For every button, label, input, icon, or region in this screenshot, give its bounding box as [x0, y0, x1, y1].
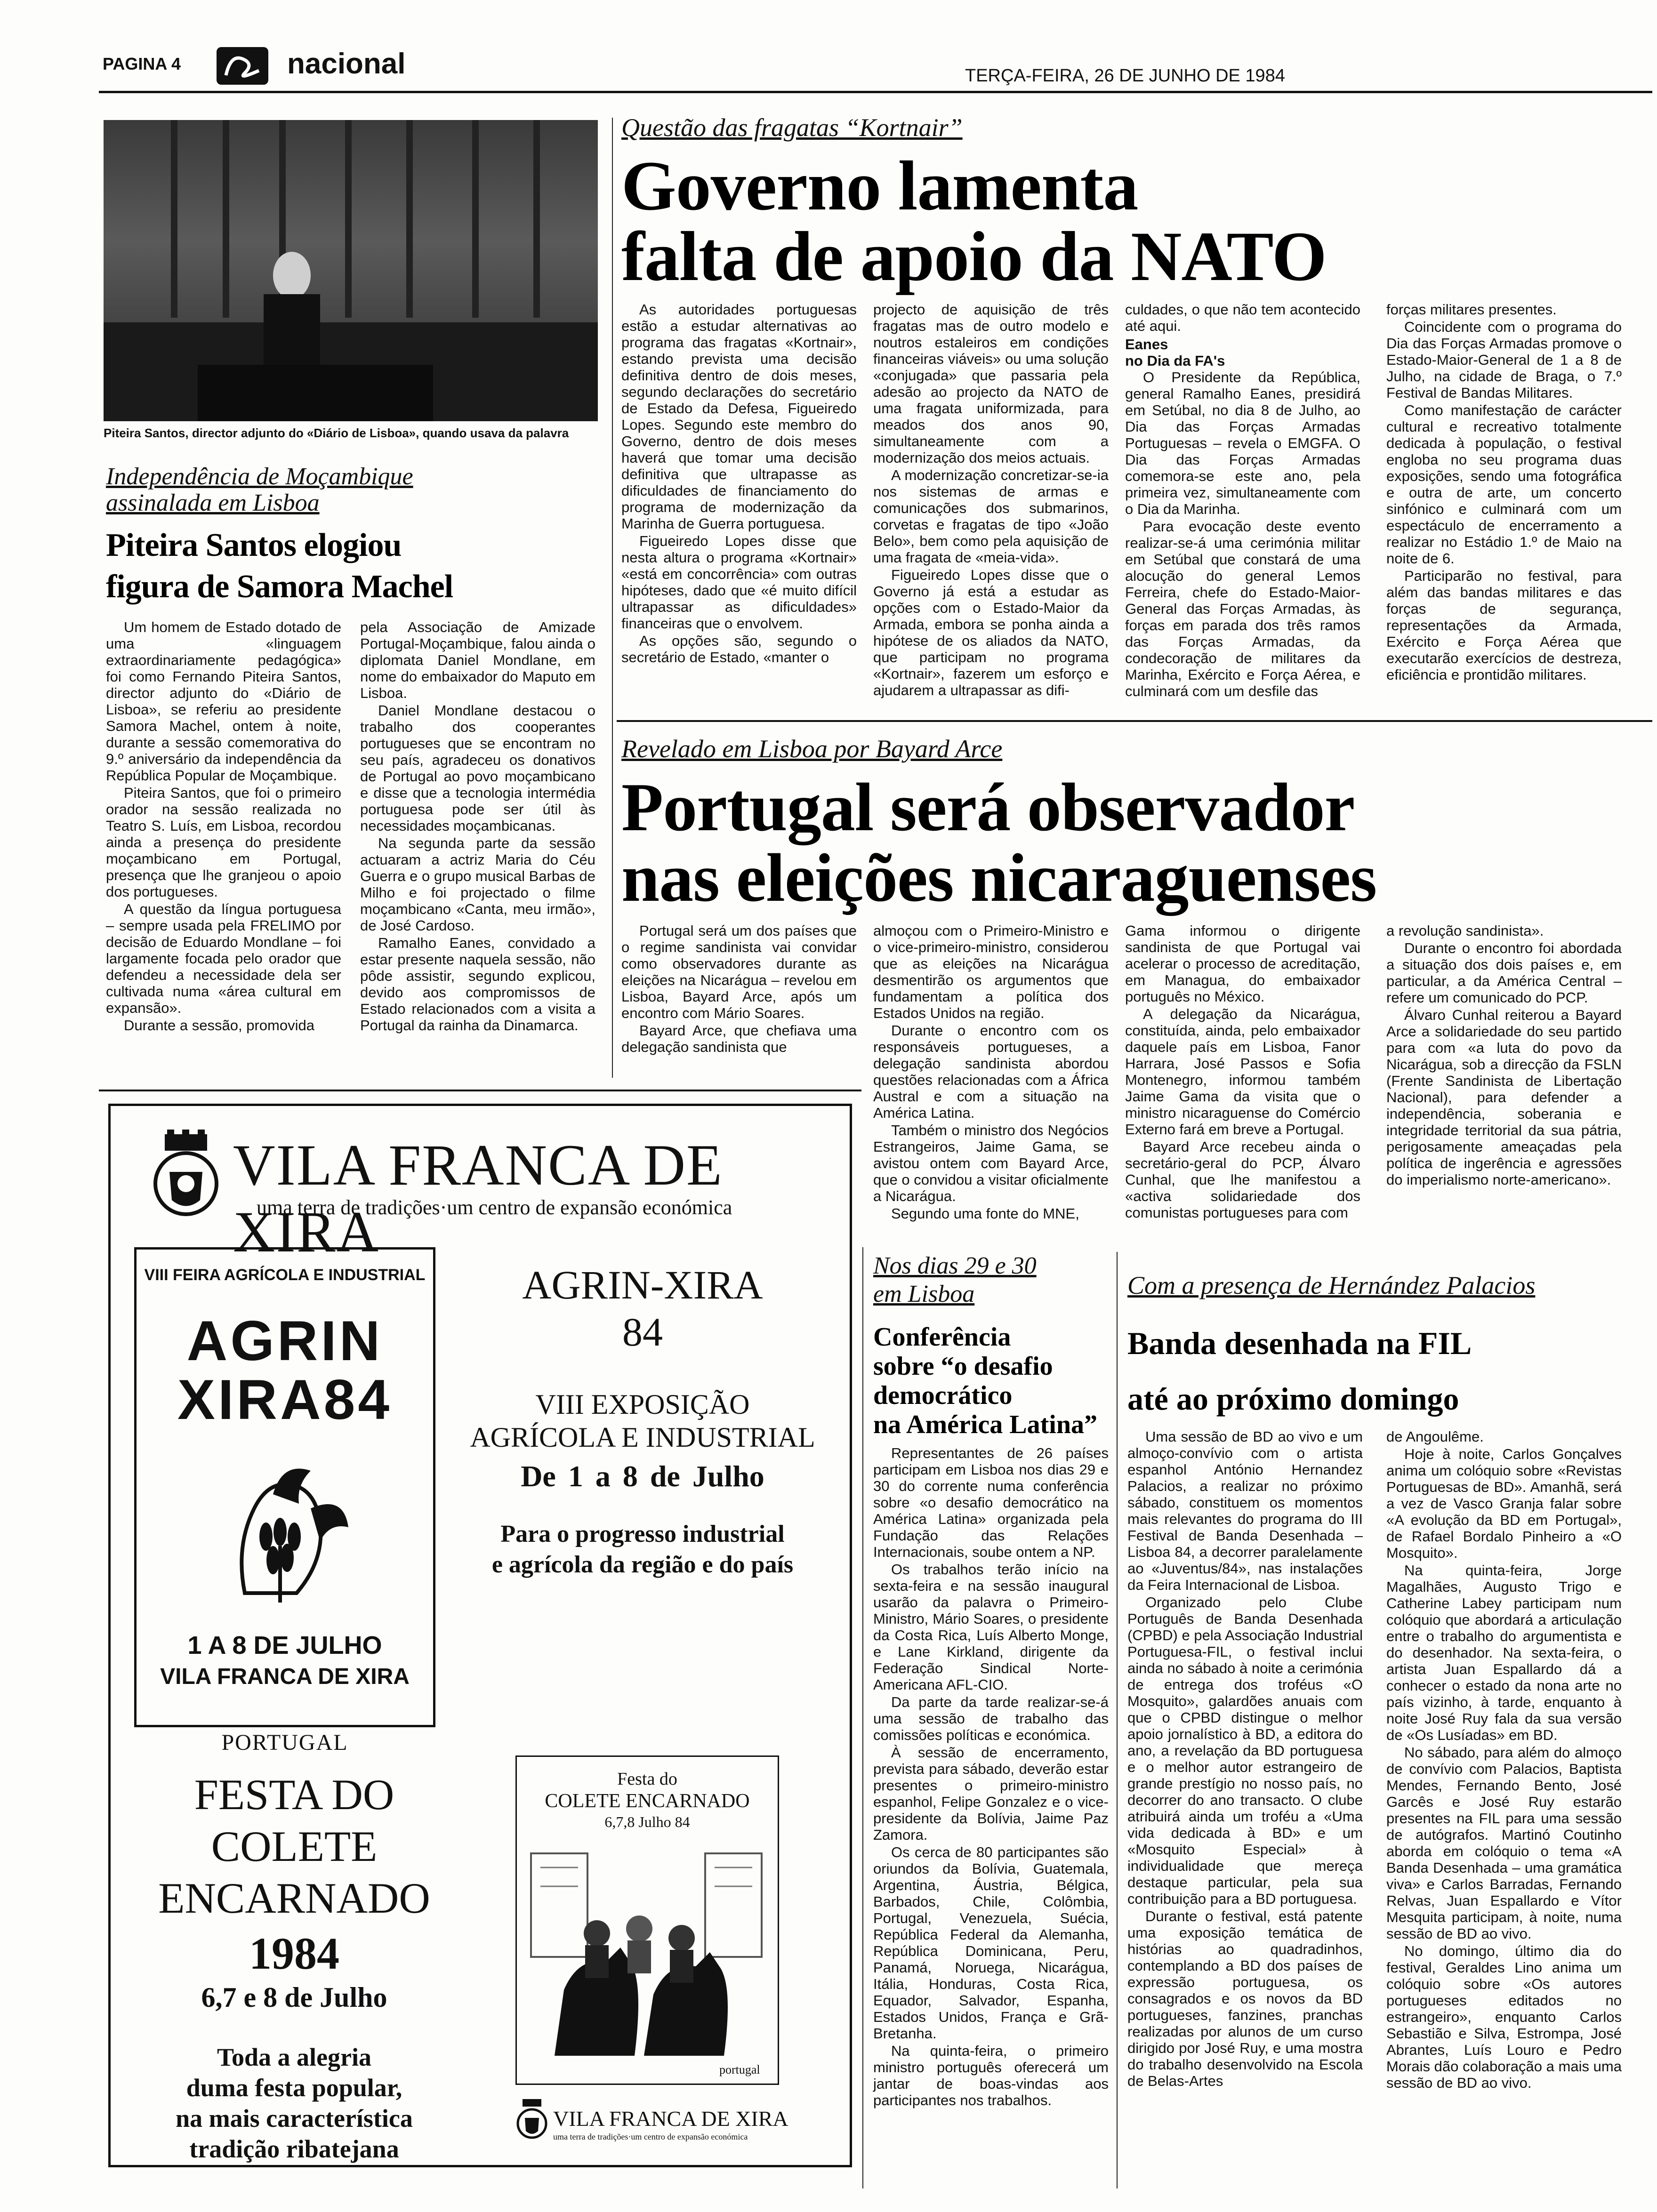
column-rule [612, 118, 613, 1078]
kicker-line: em Lisboa [873, 1281, 975, 1307]
advertisement [108, 1104, 852, 2167]
expo-line-2: AGRÍCOLA E INDUSTRIAL [470, 1422, 815, 1453]
piteira-col-2 [360, 619, 595, 1034]
agrinxira-poster [134, 1247, 435, 1727]
footer-crest-icon [515, 2099, 548, 2141]
issue-date: TERÇA-FEIRA, 26 DE JUNHO DE 1984 [965, 66, 1285, 86]
festa-dates: 6,7 e 8 de Julho [201, 1982, 387, 2013]
masthead-rule [99, 91, 1652, 93]
paragraph: Um homem de Estado dotado de uma «linguagem extraordinariamente pedagógica» foi como Fernando Piteira Santos, director adjunto do «Diário de Lisboa», se referiu ao presidente Samora Machel, ontem à noite, durante a sessão comemorativa do 9.º aniversário da independência da República Popular de Moçambique. [106, 619, 341, 784]
headline-nato [621, 147, 1648, 296]
paragraph: À sessão de encerramento, prevista para sábado, deverão estar presentes o primeiro-ministro espanhol, Felipe Gonzalez e o vice-presidente da Bolívia, Jaime Paz Zamora. [873, 1744, 1109, 1843]
ad-portugal: PORTUGAL [221, 1730, 348, 1755]
paragraph: Hoje à noite, Carlos Gonçalves anima um colóquio sobre «Revistas Portuguesas de BD». Amanhã, será a vez de Vasco Granja falar sobre «A evolução da BD em Portugal», de Rafael Bordalo Pinheiro a «O Mosquito». [1386, 1446, 1622, 1561]
festa-line-1: FESTA DO [194, 1771, 394, 1819]
headline-bd [1127, 1315, 1645, 1427]
poster-town: VILA FRANCA DE XIRA [160, 1664, 410, 1689]
headline-line: na América Latina” [873, 1410, 1097, 1439]
progress-line-1: Para o progresso industrial [500, 1521, 785, 1547]
paragraph: A modernização concretizar-se-ia nos sistemas de armas e comunicações dos submarinos, corvetas e fragatas de tipo «João Belo», bem como pela aquisição de uma fragata de «meia-vida». [873, 467, 1109, 566]
kicker-bd: Com a presença de Hernández Palacios [1127, 1271, 1536, 1299]
paragraph: Representantes de 26 países participam em Lisboa nos dias 29 e 30 do corrente numa conferência sobre «o desafio democrático na América Latina» organizada pela Fundação das Relações Internacionais, soube ontem a NP. [873, 1445, 1109, 1560]
paragraph: almoçou com o Primeiro-Ministro e o vice-primeiro-ministro, considerou que as eleições na Nicarágua desmentirão os argumentos que fundamentam a política dos Estados Unidos na região. [873, 922, 1109, 1021]
paragraph: Na quinta-feira, Jorge Magalhães, Augusto Trigo e Catherine Labey participam num colóquio que abordará a articulação entre o trabalho do argumentista e do desenhador. Na sexta-feira, o artista Juan Espallardo dá a conhecer o estado da nona arte no país vizinho, à tarde, enquanto à noite José Ruy fala da sua versão de «Os Lusíadas» em BD. [1386, 1562, 1622, 1743]
paragraph: Durante o encontro foi abordada a situação dos dois países e, em particular, a da América Central – refere um comunicado do PCP. [1386, 940, 1622, 1006]
town-crest-icon [148, 1130, 224, 1224]
paragraph: As opções são, segundo o secretário de Estado, «manter o [621, 633, 857, 665]
paragraph: projecto de aquisição de três fragatas mas de outro modelo e noutros estaleiros em condições financeiras viáveis» ou uma solução «conjugada» que passaria pela adesão ao projecto da NATO de uma fragata uniformizada, para meados dos anos 90, simultaneamente com a modernização dos meios actuais. [873, 301, 1109, 466]
paragraph: Na segunda parte da sessão actuaram a actriz Maria do Céu Guerra e o grupo musical Barbas de Milho e foi projectado o filme moçambicano «Canta, meu irmão», de José Cardoso. [360, 835, 595, 934]
column-rule [862, 1247, 863, 2188]
kicker-line: Nos dias 29 e 30 [873, 1252, 1037, 1279]
paragraph: Os cerca de 80 participantes são oriundos da Bolívia, Guatemala, Argentina, Áustria, Bélgica, Barbados, Chile, Colômbia, Portugal, Venezuela, Suécia, República Federal da Alemanha, República Dominicana, Peru, Panamá, Noruega, Nicarágua, Itália, Honduras, Costa Rica, Equador, Salvador, Espanha, Estados Unidos, França e Grã-Bretanha. [873, 1844, 1109, 2042]
nicaragua-col-2 [873, 922, 1109, 1223]
festa-year: 1984 [249, 1928, 339, 1979]
festa-poster [515, 1755, 779, 2085]
rooster-wheat-icon [217, 1452, 353, 1607]
ad-town-name: VILA FRANCA DE XIRA [233, 1133, 723, 1264]
poster-dates: 1 A 8 DE JULHO [187, 1631, 382, 1659]
paragraph: Os trabalhos terão início na sexta-feira e na sessão inaugural usarão da palavra o Primeiro-Ministro, Mário Soares, o presidente da Costa Rica, Luís Alberto Monge, e Lane Kirkland, dirigente da Federação Sindical Norte-Americana AFL-CIO. [873, 1561, 1109, 1693]
paragraph: A delegação da Nicarágua, constituída, ainda, pelo embaixador daquele país em Lisboa, Fanor Harrara, José Passos e Sofia Montenegro, informou também Jaime Gama da visita que o ministro nicaraguense do Comércio Externo fará em breve a Portugal. [1125, 1006, 1360, 1138]
paragraph: Da parte da tarde realizar-se-á uma sessão de trabalho das comissões políticas e económica. [873, 1694, 1109, 1743]
agrin-title-2: 84 [622, 1309, 663, 1354]
nato-col-4 [1386, 301, 1622, 684]
newspaper-logo-icon [217, 47, 268, 85]
paragraph: Portugal será um dos países que o regime sandinista vai convidar como observadores durante as eleições na Nicarágua – revelou em Lisboa, Bayard Arce, após um encontro com Mário Soares. [621, 922, 857, 1021]
paragraph: de Angoulême. [1386, 1428, 1484, 1445]
nicaragua-col-1 [621, 922, 857, 1056]
headline-line: falta de apoio da NATO [621, 217, 1327, 296]
paragraph: Segundo uma fonte do MNE, [891, 1205, 1079, 1222]
alegria-line-2: duma festa popular, [186, 2074, 402, 2102]
horsemen-illustration-icon [526, 1839, 769, 2065]
paragraph: culdades, o que não tem acontecido até aqui. [1125, 301, 1360, 334]
kicker-nato: Questão das fragatas “Kortnair” [621, 113, 963, 142]
headline-line: Governo lamenta [621, 147, 1138, 225]
column-rule [1117, 1252, 1118, 2188]
section-rule [99, 1090, 861, 1091]
paragraph: Durante o encontro com os responsáveis portugueses, a delegação sandinista abordou questões relacionadas com a África Austral e com a situação na América Latina. [873, 1022, 1109, 1121]
paragraph: A questão da língua portuguesa – sempre usada pela FRELIMO por decisão de Eduardo Mondlane – foi largamente focada pelo orador que defendeu a necessidade dela ser cultivada numa «área cultural em expansão». [106, 901, 341, 1016]
section-rule [617, 720, 1652, 722]
subhead: no Dia da FA's [1125, 353, 1225, 369]
paragraph: O Presidente da República, general Ramalho Eanes, presidirá em Setúbal, no dia 8 de Julho, ao Dia das Forças Armadas Portuguesas – revela o EMGFA. O Dia das Forças Armadas comemora-se este ano, pela primeira vez, simultaneamente com o Dia da Marinha. [1125, 369, 1360, 517]
alegria-line-3: na mais característica [176, 2104, 413, 2132]
news-photo [104, 120, 598, 421]
paragraph: Também o ministro dos Negócios Estrangeiros, Jaime Gama, se avistou ontem com Bayard Arce, que o convidou a visitar oficialmente a Nicarágua. [873, 1122, 1109, 1204]
paragraph: Piteira Santos, que foi o primeiro orador na sessão realizada no Teatro S. Luís, em Lisboa, recordou ainda a presença do presidente moçambicano em Portugal, presença que lhe granjeou o apoio dos portugueses. [106, 785, 341, 900]
poster-title-1: AGRIN [186, 1309, 383, 1372]
festa-poster-portugal: portugal [719, 2063, 760, 2076]
nicaragua-col-4 [1386, 922, 1622, 1189]
paragraph: No sábado, para além do almoço de convívio com Palacios, Baptista Mendes, Fernando Bento, José Garcês e José Ruy estarão presentes na FIL para uma sessão de autógrafos. Martinó Coutinho aborda em colóquio o tema «A Banda Desenhada – uma gramática viva» e Carlos Barradas, Fernando Relvas, Juan Espallardo e Vítor Mesquita participam, à noite, numa sessão de BD ao vivo. [1386, 1744, 1622, 1942]
poster-title-2: XIRA84 [177, 1368, 393, 1431]
nato-col-2 [873, 301, 1109, 699]
headline-line: até ao próximo domingo [1127, 1381, 1459, 1417]
kicker-conference [873, 1252, 1109, 1308]
footer-town: VILA FRANCA DE XIRA [553, 2107, 788, 2131]
festa-poster-line-1: Festa do [617, 1769, 677, 1789]
festa-poster-line-3: 6,7,8 Julho 84 [604, 1813, 690, 1830]
nato-col-1 [621, 301, 857, 666]
poster-header: VIII FEIRA AGRÍCOLA E INDUSTRIAL [144, 1266, 426, 1284]
paragraph: Bayard Arce recebeu ainda o secretário-geral do PCP, Álvaro Cunhal, que lhe manifestou a «activa solidariedade dos comunistas portugueses para com [1125, 1138, 1360, 1221]
ad-tagline: uma terra de tradições·um centro de expansão económica [257, 1196, 732, 1219]
alegria-line-1: Toda a alegria [217, 2043, 372, 2071]
paragraph: Participarão no festival, para além das bandas militares e das forças de segurança, representações da Armada, Exército e Força Aérea que executarão exercícios de destreza, eficiência e prontidão militares. [1386, 568, 1622, 683]
conference-body [873, 1445, 1109, 2109]
footer-tagline: uma terra de tradições·um centro de expansão económica [553, 2132, 748, 2141]
paragraph: Durante a sessão, promovida [124, 1017, 314, 1034]
paragraph: Gama informou o dirigente sandinista de que Portugal vai acelerar o processo de acreditação, em Managua, do embaixador português no México. [1125, 922, 1360, 1005]
headline-line: Banda desenhada na FIL [1127, 1325, 1472, 1361]
kicker-line: assinalada em Lisboa [106, 489, 320, 516]
masthead [0, 0, 1657, 94]
paragraph: Coincidente com o programa do Dia das Forças Armadas promove o Estado-Maior-General de 1 a 8 de Julho, na cidade de Braga, o 7.º Festival de Bandas Militares. [1386, 319, 1622, 401]
headline-nicaragua [621, 769, 1652, 916]
festa-poster-line-2: COLETE ENCARNADO [545, 1790, 750, 1812]
piteira-col-1 [106, 619, 341, 1034]
paragraph: Daniel Mondlane destacou o trabalho dos cooperantes portugueses que se encontram no seu país, agradeceu os donativos de Portugal ao povo moçambicano e disse que a tecnologia intermédia portuguesa pode ser útil às necessidades moçambicanas. [360, 702, 595, 834]
progress-line-2: e agrícola da região e do país [491, 1551, 794, 1578]
festa-line-2: COLETE [211, 1822, 378, 1870]
expo-dates: De 1 a 8 de Julho [521, 1459, 764, 1493]
paragraph: No domingo, último dia do festival, Geraldes Lino anima um colóquio sobre «Os autores portugueses editados no estrangeiro», enquanto Carlos Sebastião e Silva, Estrompa, José Abrantes, Luís Louro e Pedro Morais dão colaboração a mais uma sessão de BD ao vivo. [1386, 1943, 1622, 2091]
paragraph: Uma sessão de BD ao vivo e um almoço-convívio com o artista espanhol António Hernandez Palacios, a realizar no próximo sábado, constituem os momentos mais relevantes do programa do III Festival de Banda Desenhada – Lisboa 84, a decorrer paralelamente ao «Juventus/84», nas instalações da Feira Internacional de Lisboa. [1127, 1428, 1363, 1593]
paragraph: Como manifestação de carácter cultural e recreativo totalmente dedicada à população, o festival engloba no seu programa duas exposições, sendo uma fotográfica e outra de arte, um concerto sinfónico e culminará com um espectáculo de encerramento a realizar no Estádio 1.º de Maio na noite de 6. [1386, 402, 1622, 567]
kicker-nicaragua: Revelado em Lisboa por Bayard Arce [621, 735, 1003, 763]
alegria-line-4: tradição ribatejana [189, 2135, 399, 2163]
paragraph: Álvaro Cunhal reiterou a Bayard Arce a solidariedade do seu partido para com «a luta do povo da Nicarágua, sob a direcção da FSLN (Frente Sandinista de Libertação Nacional), para defender a independência, soberania e integridade territorial da sua pátria, perigosamente ameaçadas pela política de ingerência e agressões do imperialismo norte-americano». [1386, 1007, 1622, 1188]
headline-line: Portugal será observador [621, 769, 1355, 845]
headline-line: figura de Samora Machel [106, 569, 453, 605]
bd-col-2 [1386, 1428, 1622, 2092]
festa-line-3: ENCARNADO [158, 1874, 430, 1922]
paragraph: Bayard Arce, que chefiava uma delegação sandinista que [621, 1022, 857, 1055]
nato-col-3 [1125, 301, 1360, 700]
paragraph: Figueiredo Lopes disse que o Governo já está a estudar as opções com o Estado-Maior da Armada, embora se ponha ainda a hipótese de os aliados da NATO, que participam no programa «Kortnair», fazerem um esforço e ajudarem a ultrapassar as difi- [873, 567, 1109, 698]
kicker-piteira [106, 464, 600, 516]
section-name: nacional [287, 48, 406, 80]
kicker-line: Independência de Moçambique [106, 463, 413, 490]
paragraph: pela Associação de Amizade Portugal-Moçambique, falou ainda o diplomata Daniel Mondlane, em nome do embaixador do Maputo em Lisboa. [360, 619, 595, 701]
bd-col-1 [1127, 1428, 1363, 2090]
paragraph: Figueiredo Lopes disse que nesta altura o programa «Kortnair» «está em concorrência» com outras hipóteses, dado que «é muito difícil ultrapassar as dificuldades» financeiras que o envolvem. [621, 533, 857, 632]
headline-piteira [106, 525, 605, 608]
paragraph: Na quinta-feira, o primeiro ministro português oferecerá um jantar de boas-vindas aos participantes nos trabalhos. [873, 2043, 1109, 2108]
photo-caption: Piteira Santos, director adjunto do «Diário de Lisboa», quando usava da palavra [104, 426, 569, 440]
headline-line: democrático [873, 1381, 1013, 1410]
paragraph: Para evocação deste evento realizar-se-á uma cerimónia militar em Setúbal que constará de uma alocução do general Lemos Ferreira, chefe do Estado-Maior-General das Forças Armadas, às forças em parada dos três ramos das Forças Armadas, da condecoração de militares da Marinha, Exército e Força Aérea, e culminará com um desfile das [1125, 518, 1360, 699]
headline-conference [873, 1322, 1118, 1439]
paragraph: Organizado pelo Clube Português de Banda Desenhada (CPBD) e pela Associação Industrial Portuguesa-FIL, o festival inclui ainda no sábado à noite a cerimónia de entrega dos troféus «O Mosquito», galardões anuais com que o CPBD distingue o melhor apoio jornalístico à BD, a editora do ano, a revelação da BD portuguesa e o melhor autor estrangeiro de grande prestígio no nosso país, no decorrer do ano transacto. O clube atribuirá ainda um troféu a «Uma vida dedicada à BD» e um «Mosquito Especial» à individualidade que mereça destaque particular, pela sua contribuição para a BD portuguesa. [1127, 1594, 1363, 1907]
paragraph: Durante o festival, está patente uma exposição temática de histórias ao quadradinhos, contemplando a BD dos países de expressão portuguesa, os consagrados e os novos da BD portugueses, fanzines, pranchas realizadas por alunos de um curso dirigido por José Ruy, e uma mostra do trabalho desenvolvido na Escola de Belas-Artes [1127, 1908, 1363, 2089]
headline-line: Piteira Santos elogiou [106, 527, 402, 563]
expo-line-1: VIII EXPOSIÇÃO [535, 1389, 750, 1420]
page-number: PAGINA 4 [103, 54, 181, 73]
headline-line: nas eleições nicaraguenses [621, 840, 1377, 916]
nicaragua-col-3 [1125, 922, 1360, 1222]
agrin-title-1: AGRIN-XIRA [522, 1262, 763, 1307]
paragraph: forças militares presentes. [1386, 301, 1557, 318]
subhead: Eanes [1125, 336, 1168, 353]
headline-line: Conferência [873, 1322, 1011, 1352]
paragraph: a revolução sandinista». [1386, 922, 1544, 939]
headline-line: sobre “o desafio [873, 1352, 1053, 1381]
paragraph: Ramalho Eanes, convidado a estar presente naquela sessão, não pôde assistir, segundo explicou, devido aos compromissos de Estado relacionados com a visita a Portugal da rainha da Dinamarca. [360, 935, 595, 1034]
paragraph: As autoridades portuguesas estão a estudar alternativas ao programa das fragatas «Kortnair», estando prevista uma decisão definitiva dentro de dois meses, segundo declarações do secretário de Estado da Defesa, Figueiredo Lopes. Segundo este membro do Governo, dentro de dois meses haverá que tomar uma decisão definitiva que ultrapasse as dificuldades de financiamento do programa de modernização da Marinha de Guerra portuguesa. [621, 301, 857, 532]
